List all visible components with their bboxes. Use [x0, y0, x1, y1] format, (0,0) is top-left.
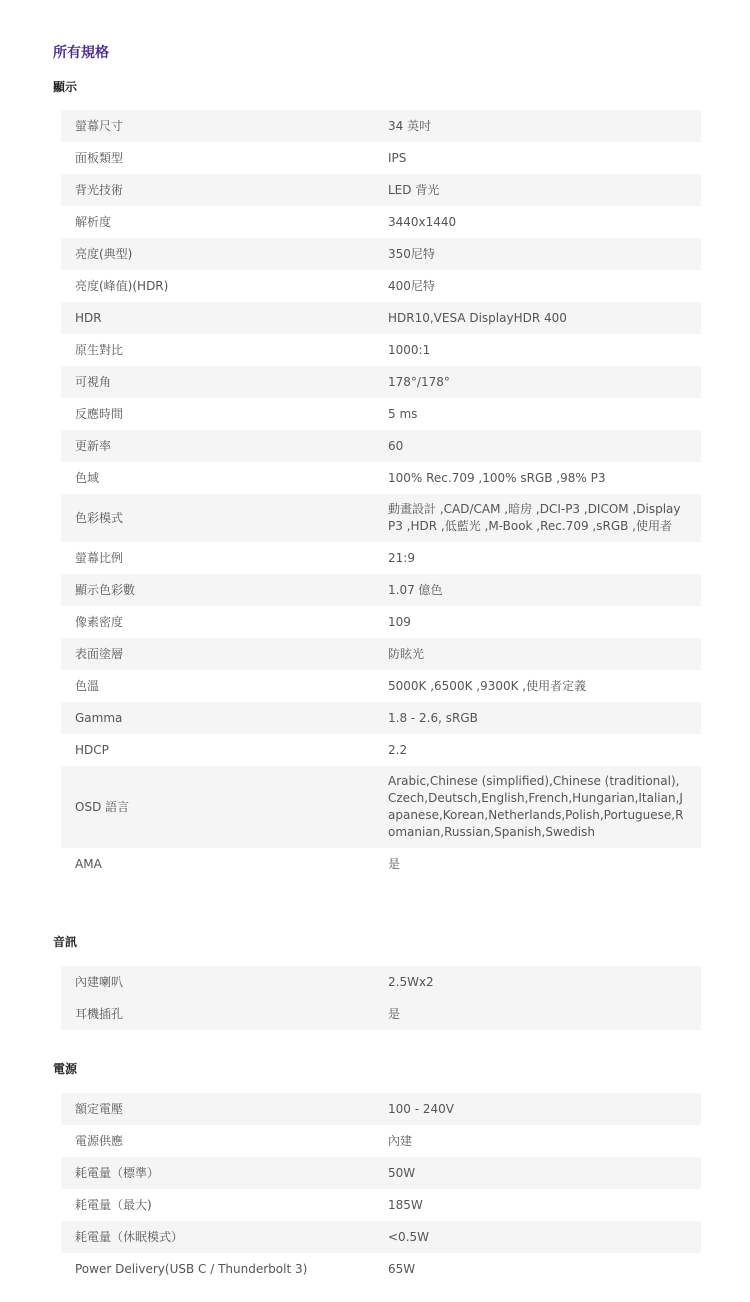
spec-label: 螢幕比例 — [75, 551, 124, 565]
section-heading-audio: 音訊 — [53, 935, 78, 949]
spec-label: 反應時間 — [75, 407, 124, 421]
spec-row — [61, 142, 701, 174]
spec-value: 內建 — [388, 1133, 413, 1148]
spec-row — [61, 302, 701, 334]
spec-row — [61, 1189, 701, 1221]
spec-value: 3440x1440 — [388, 214, 457, 229]
spec-label: 耗電量（最大) — [75, 1198, 152, 1212]
spec-label: 色域 — [75, 471, 100, 485]
spec-value: 5000K ,6500K ,9300K ,使用者定義 — [388, 678, 587, 693]
spec-row — [61, 398, 701, 430]
spec-row — [61, 1253, 701, 1285]
spec-table-display — [61, 110, 701, 880]
spec-label: 像素密度 — [75, 615, 124, 629]
spec-row — [61, 366, 701, 398]
spec-label: 耗電量（標準） — [75, 1166, 160, 1180]
spec-value: LED 背光 — [388, 182, 440, 197]
spec-row — [61, 848, 701, 880]
spec-value: Arabic,Chinese (simplified),Chinese (traditional),Czech,Deutsch,English,French,Hungarian,Italian,Japanese,Korean,Netherlands,Polish,Portuguese,Romanian,Russian,Spanish,Swedish — [388, 774, 684, 839]
spec-row — [61, 494, 701, 542]
spec-value: 防眩光 — [388, 646, 425, 661]
spec-row — [61, 766, 701, 848]
spec-value: 5 ms — [388, 406, 418, 421]
spec-label: 原生對比 — [75, 343, 124, 357]
spec-label: 額定電壓 — [75, 1102, 124, 1116]
spec-value: 60 — [388, 438, 404, 453]
spec-label: 電源供應 — [75, 1134, 124, 1148]
spec-row — [61, 110, 701, 142]
spec-value: 100 - 240V — [388, 1101, 454, 1116]
spec-label: 面板類型 — [75, 151, 124, 165]
spec-row — [61, 334, 701, 366]
spec-row — [61, 638, 701, 670]
spec-row — [61, 670, 701, 702]
spec-label: AMA — [75, 857, 102, 871]
spec-label: 螢幕尺寸 — [75, 119, 124, 133]
spec-label: 亮度(峰值)(HDR) — [75, 279, 169, 293]
spec-value: 2.2 — [388, 742, 408, 757]
spec-row — [61, 606, 701, 638]
spec-label: 耳機插孔 — [75, 1007, 124, 1021]
spec-value: IPS — [388, 150, 407, 165]
spec-row — [61, 574, 701, 606]
spec-label: 背光技術 — [75, 183, 124, 197]
page-title: 所有規格 — [53, 45, 109, 61]
spec-value: HDR10,VESA DisplayHDR 400 — [388, 310, 567, 325]
spec-label: 表面塗層 — [75, 647, 124, 661]
spec-label: 顯示色彩數 — [75, 583, 136, 597]
section-heading-power: 電源 — [53, 1062, 78, 1076]
spec-row — [61, 270, 701, 302]
spec-label: 耗電量（休眠模式） — [75, 1230, 184, 1244]
spec-row — [61, 1157, 701, 1189]
spec-value: 是 — [388, 856, 401, 871]
spec-label: 內建喇叭 — [75, 975, 124, 989]
spec-row — [61, 1093, 701, 1125]
spec-label: 更新率 — [75, 439, 112, 453]
spec-row — [61, 1221, 701, 1253]
spec-value: 400尼特 — [388, 278, 435, 293]
spec-row — [61, 1125, 701, 1157]
spec-row — [61, 430, 701, 462]
spec-value: 動畫設計 ,CAD/CAM ,暗房 ,DCI-P3 ,DICOM ,Display P3 ,HDR ,低藍光 ,M-Book ,Rec.709 ,sRGB ,使用者 — [388, 502, 681, 533]
spec-label: 色溫 — [75, 679, 100, 693]
spec-label: 色彩模式 — [75, 511, 124, 525]
spec-label: OSD 語言 — [75, 800, 130, 814]
spec-value: <0.5W — [388, 1229, 430, 1244]
spec-row — [61, 702, 701, 734]
spec-value: 109 — [388, 614, 411, 629]
spec-table-power — [61, 1093, 701, 1285]
spec-label: HDCP — [75, 743, 109, 757]
spec-row — [61, 238, 701, 270]
spec-value: 34 英吋 — [388, 118, 432, 133]
spec-label: 亮度(典型) — [75, 247, 133, 261]
spec-value: 1.07 億色 — [388, 582, 443, 597]
spec-row — [61, 462, 701, 494]
spec-value: 1000:1 — [388, 342, 431, 357]
spec-value: 185W — [388, 1197, 423, 1212]
spec-label: Gamma — [75, 711, 123, 725]
spec-value: 21:9 — [388, 550, 415, 565]
spec-row — [61, 998, 701, 1030]
spec-value: 178°/178° — [388, 374, 450, 389]
spec-value: 350尼特 — [388, 246, 435, 261]
spec-value: 50W — [388, 1165, 416, 1180]
spec-label: 可視角 — [75, 375, 112, 389]
spec-row — [61, 734, 701, 766]
section-heading-display: 顯示 — [53, 80, 78, 94]
spec-table-audio — [61, 966, 701, 1030]
spec-label: Power Delivery(USB C / Thunderbolt 3) — [75, 1262, 308, 1276]
spec-label: 解析度 — [75, 215, 112, 229]
spec-row — [61, 542, 701, 574]
spec-value: 是 — [388, 1006, 401, 1021]
spec-value: 2.5Wx2 — [388, 974, 434, 989]
spec-row — [61, 174, 701, 206]
spec-row — [61, 206, 701, 238]
spec-value: 100% Rec.709 ,100% sRGB ,98% P3 — [388, 470, 606, 485]
spec-row — [61, 966, 701, 998]
spec-label: HDR — [75, 311, 102, 325]
spec-value: 1.8 - 2.6, sRGB — [388, 710, 478, 725]
spec-value: 65W — [388, 1261, 416, 1276]
